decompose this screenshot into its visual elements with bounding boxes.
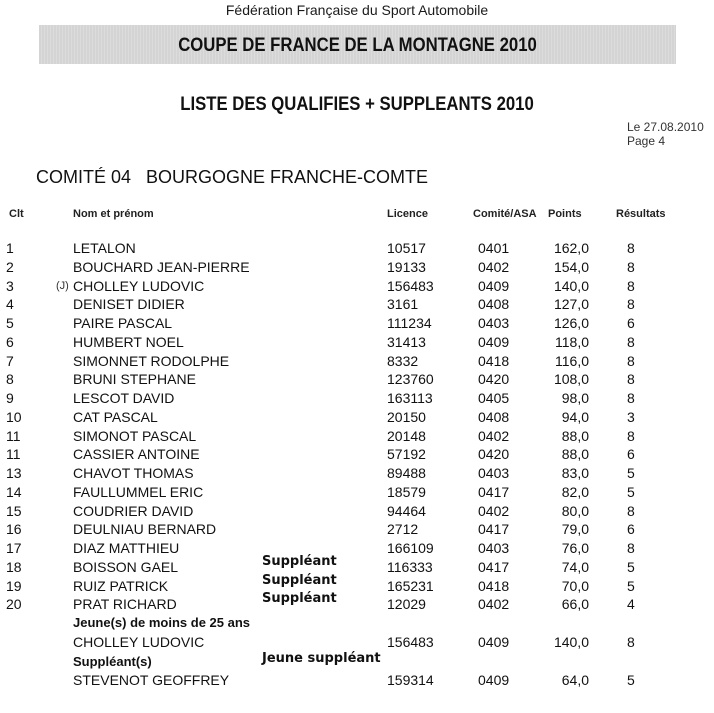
points: 88,0 <box>561 446 589 463</box>
points: 80,0 <box>561 502 589 519</box>
driver-name: BOUCHARD JEAN-PIERRE <box>73 258 250 275</box>
rank: 20 <box>6 596 22 613</box>
asa: 0401 <box>478 240 510 256</box>
results: 3 <box>627 408 635 425</box>
table-row <box>0 572 714 596</box>
points: 76,0 <box>561 540 589 556</box>
points: 116,0 <box>555 352 589 369</box>
substitute-row <box>0 672 714 690</box>
licence: 19133 <box>387 258 426 275</box>
driver-name: PRAT RICHARD <box>73 596 177 613</box>
table-row <box>0 334 714 352</box>
youth-name: CHOLLEY LUDOVIC <box>73 634 205 650</box>
youth-licence: 156483 <box>387 634 434 650</box>
rank: 2 <box>6 258 14 275</box>
asa: 0418 <box>478 577 510 594</box>
young-substitute-note: Jeune suppléant <box>262 651 381 666</box>
rank: 9 <box>6 390 14 406</box>
column-header-name: Nom et prénom <box>73 208 154 220</box>
licence: 116333 <box>387 558 433 575</box>
licence: 57192 <box>387 446 426 463</box>
table-row <box>0 540 714 558</box>
asa: 0403 <box>478 315 510 331</box>
licence: 31413 <box>387 333 426 350</box>
substitute-note: Suppléant <box>262 553 337 569</box>
results: 5 <box>627 558 635 575</box>
rank: 3 <box>6 277 14 294</box>
driver-name: DENISET DIDIER <box>73 296 185 313</box>
driver-name: CASSIER ANTOINE <box>73 446 200 463</box>
points: 94,0 <box>561 408 589 425</box>
licence: 10517 <box>387 240 426 256</box>
column-header-clt: Clt <box>9 208 24 220</box>
driver-name: SIMONNET RODOLPHE <box>73 352 230 369</box>
table-row <box>0 503 714 521</box>
federation-name: Fédération Française du Sport Automobile <box>225 2 489 18</box>
results: 6 <box>627 446 635 463</box>
table-row <box>0 296 714 314</box>
page-number: Page 4 <box>627 134 666 148</box>
table-row <box>0 409 714 427</box>
asa: 0403 <box>478 465 510 481</box>
youth-row <box>0 634 714 652</box>
driver-name: FAULLUMMEL ERIC <box>73 483 204 500</box>
results: 8 <box>627 427 635 444</box>
rank: 11 <box>6 446 21 463</box>
driver-name: CAT PASCAL <box>73 408 158 425</box>
asa: 0402 <box>478 258 510 275</box>
asa: 0409 <box>478 277 510 294</box>
licence: 165231 <box>387 577 434 594</box>
driver-name: DEULNIAU BERNARD <box>73 521 217 538</box>
points: 74,0 <box>561 558 589 575</box>
results: 8 <box>627 352 635 369</box>
substitute-name: STEVENOT GEOFFREY <box>73 672 230 688</box>
licence: 20148 <box>387 427 426 444</box>
driver-name: LESCOT DAVID <box>73 390 175 406</box>
table-row <box>0 390 714 408</box>
points: 118,0 <box>555 333 589 350</box>
table-row <box>0 446 714 464</box>
results: 8 <box>627 333 635 350</box>
driver-name: BOISSON GAEL <box>73 558 179 575</box>
asa: 0402 <box>478 596 510 613</box>
rank: 14 <box>6 483 22 500</box>
substitute-asa: 0409 <box>478 672 510 688</box>
column-header-licence: Licence <box>387 208 428 220</box>
results: 5 <box>627 577 635 594</box>
asa: 0420 <box>478 446 510 463</box>
asa: 0409 <box>478 333 510 350</box>
points: 108,0 <box>553 371 589 388</box>
table-row <box>0 553 714 577</box>
points: 88,0 <box>561 427 589 444</box>
rank: 11 <box>6 427 21 444</box>
asa: 0402 <box>478 427 510 444</box>
results: 8 <box>627 240 635 256</box>
banner-title: COUPE DE FRANCE DE LA MONTAGNE 2010 <box>178 35 537 56</box>
asa: 0418 <box>478 352 510 369</box>
youth-heading: Jeune(s) de moins de 25 ans <box>73 615 251 630</box>
licence: 8332 <box>387 352 419 369</box>
licence: 123760 <box>387 371 434 388</box>
driver-name: COUDRIER DAVID <box>73 502 194 519</box>
rank: 7 <box>6 352 14 369</box>
licence: 163113 <box>387 390 433 406</box>
driver-name: HUMBERT NOEL <box>73 333 184 350</box>
table-row <box>0 428 714 446</box>
points: 82,0 <box>561 483 589 500</box>
rank: 13 <box>6 465 22 481</box>
driver-name: BRUNI STEPHANE <box>73 371 196 388</box>
rank: 8 <box>6 371 14 388</box>
points: 126,0 <box>553 315 589 331</box>
points: 162,0 <box>553 240 589 256</box>
results: 6 <box>627 521 635 538</box>
licence: 89488 <box>387 465 426 481</box>
asa: 0405 <box>478 390 510 406</box>
substitute-points: 64,0 <box>561 672 589 688</box>
asa: 0408 <box>478 296 510 313</box>
licence: 12029 <box>387 596 426 613</box>
asa: 0417 <box>478 558 510 575</box>
substitute-results: 5 <box>627 672 635 688</box>
table-row <box>0 353 714 371</box>
table-row <box>0 315 714 333</box>
licence: 3161 <box>387 296 419 313</box>
points: 127,0 <box>553 296 589 313</box>
substitute-licence: 159314 <box>387 672 434 688</box>
results: 8 <box>627 502 635 519</box>
junior-tag: (J) <box>56 279 69 292</box>
table-row <box>0 465 714 483</box>
driver-name: PAIRE PASCAL <box>73 315 173 331</box>
youth-asa: 0409 <box>478 634 510 650</box>
youth-points: 140,0 <box>553 634 589 650</box>
licence: 156483 <box>387 277 434 294</box>
table-row <box>0 278 714 296</box>
results: 6 <box>627 315 635 331</box>
points: 66,0 <box>561 596 589 613</box>
licence: 94464 <box>387 502 426 519</box>
column-header-points: Points <box>548 208 582 220</box>
driver-name: CHAVOT THOMAS <box>73 465 194 481</box>
table-row <box>0 484 714 502</box>
results: 8 <box>627 277 635 294</box>
driver-name: LETALON <box>73 240 136 256</box>
document-date: Le 27.08.2010 <box>627 120 704 134</box>
rank: 5 <box>6 315 14 331</box>
rank: 10 <box>6 408 22 425</box>
driver-name: DIAZ MATTHIEU <box>73 540 180 556</box>
rank: 6 <box>6 333 14 350</box>
table-row <box>0 521 714 539</box>
results: 5 <box>627 483 635 500</box>
licence: 2712 <box>387 521 419 538</box>
results: 8 <box>627 371 635 388</box>
substitute-note: Suppléant <box>262 591 337 607</box>
rank: 17 <box>6 540 22 556</box>
points: 154,0 <box>553 258 589 275</box>
asa: 0420 <box>478 371 510 388</box>
youth-results: 8 <box>627 634 635 650</box>
points: 79,0 <box>561 521 589 538</box>
rank: 1 <box>6 240 14 256</box>
rank: 15 <box>6 502 22 519</box>
list-title: LISTE DES QUALIFIES + SUPPLEANTS 2010 <box>180 94 534 115</box>
substitutes-heading: Suppléant(s) <box>73 654 152 669</box>
results: 8 <box>627 258 635 275</box>
asa: 0402 <box>478 502 510 519</box>
licence: 20150 <box>387 408 426 425</box>
rank: 4 <box>6 296 14 313</box>
rank: 19 <box>6 577 22 594</box>
substitute-note: Suppléant <box>262 572 337 588</box>
asa: 0403 <box>478 540 510 556</box>
asa: 0408 <box>478 408 510 425</box>
column-header-results: Résultats <box>616 208 666 220</box>
column-header-asa: Comité/ASA <box>473 208 537 220</box>
results: 5 <box>627 465 635 481</box>
driver-name: RUIZ PATRICK <box>73 577 169 594</box>
committee-heading: COMITÉ 04 BOURGOGNE FRANCHE-COMTE <box>36 167 429 187</box>
results: 8 <box>627 540 635 556</box>
points: 140,0 <box>553 277 589 294</box>
points: 70,0 <box>561 577 589 594</box>
asa: 0417 <box>478 521 510 538</box>
table-row <box>0 371 714 389</box>
points: 83,0 <box>561 465 589 481</box>
results: 8 <box>627 390 635 406</box>
driver-name: SIMONOT PASCAL <box>73 427 197 444</box>
licence: 166109 <box>387 540 434 556</box>
rank: 16 <box>6 521 22 538</box>
points: 98,0 <box>561 390 589 406</box>
table-row <box>0 591 714 614</box>
licence: 18579 <box>387 483 426 500</box>
licence: 111234 <box>387 315 432 331</box>
driver-name: CHOLLEY LUDOVIC <box>73 277 205 294</box>
table-row <box>0 259 714 277</box>
results: 4 <box>627 596 635 613</box>
asa: 0417 <box>478 483 510 500</box>
results: 8 <box>627 296 635 313</box>
rank: 18 <box>6 558 22 575</box>
table-row <box>0 240 714 258</box>
